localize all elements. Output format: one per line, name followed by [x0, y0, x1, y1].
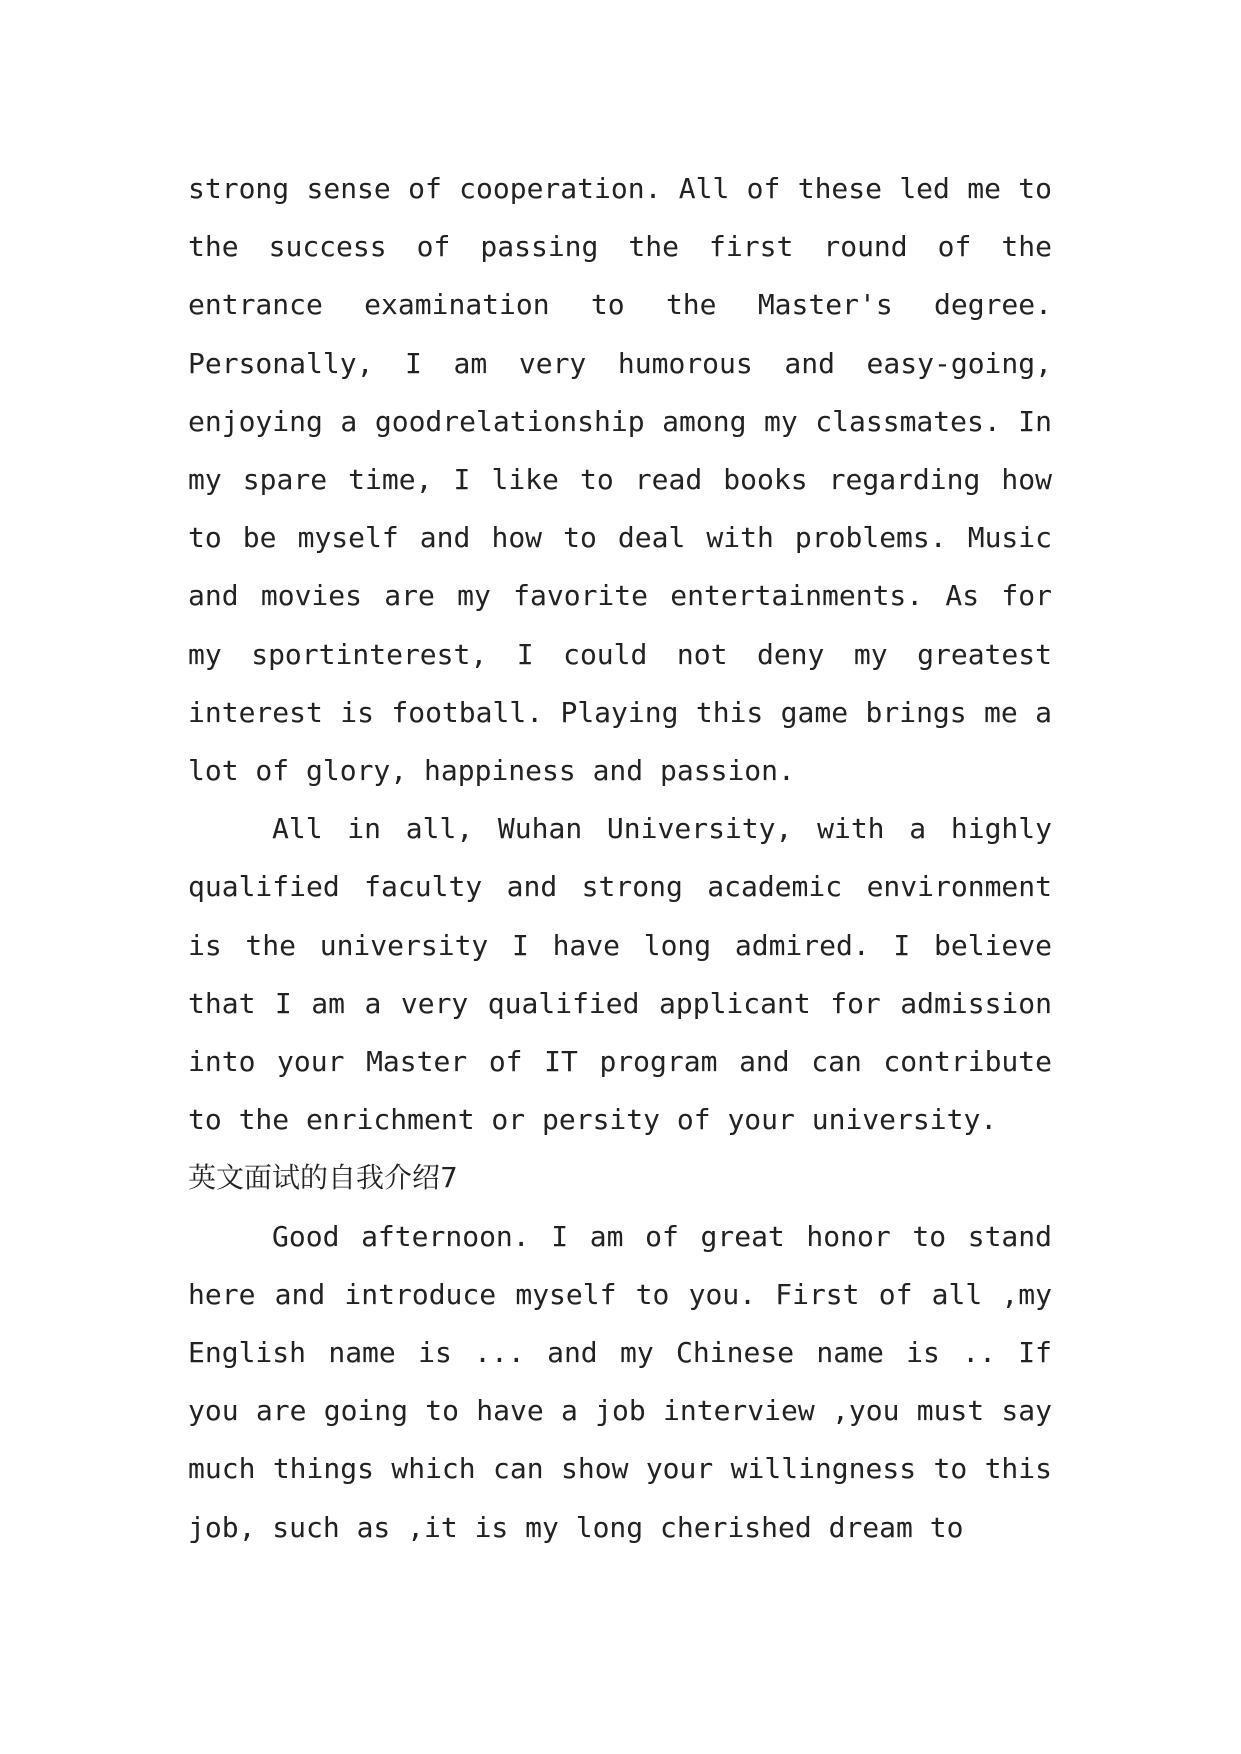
paragraph-introduction: Good afternoon. I am of great honor to stand here and introduce myself to you. First of all ,my English name is ... and my Chinese name is .. If you are going to have a job interview ,you must say much things which can show your willingness to this job, such as ,it is my long cherished dream to	[188, 1219, 1052, 1544]
section-heading: 英文面试的自我介绍7	[188, 1161, 458, 1195]
paragraph-conclusion: All in all, Wuhan University, with a highly qualified faculty and strong academic environment is the university I have long admired. I believe that I am a very qualified applicant for admission into your Master of IT program and can contribute to the enrichment or persity of your university.	[188, 812, 1052, 1137]
document-body	[188, 160, 1052, 1557]
paragraph-continuation: strong sense of cooperation. All of these led me to the success of passing the first round of the entrance examination to the Master's degree. Personally, I am very humorous and easy-going, enjoying a goodrelationship among my classmates. In my spare time, I like to read books regarding how to be myself and how to deal with problems. Music and movies are my favorite entertainments. As for my sportinterest, I could not deny my greatest interest is football. Playing this game brings me a lot of glory, happiness and passion.	[188, 172, 1052, 788]
